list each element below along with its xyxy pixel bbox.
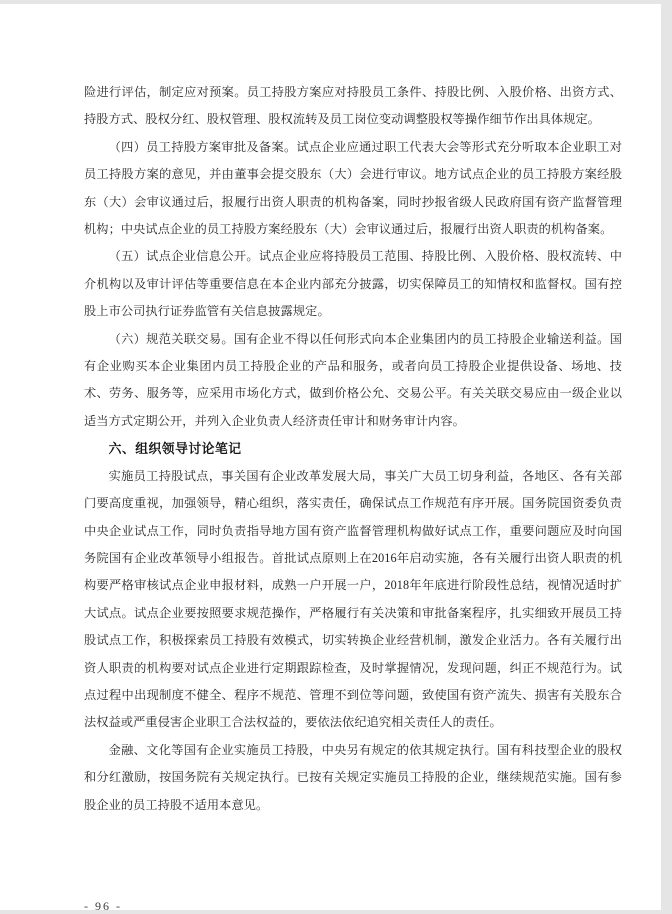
- document-page: [0, 4, 661, 913]
- paragraph-item-6: （六）规范关联交易。国有企业不得以任何形式向本企业集团内的员工持股企业输送利益。国有企业购买本企业集团内员工持股企业的产品和服务，或者向员工持股企业提供设备、场地、技术、劳务、服务等，应采用市场化方式，做到价格公允、交易公平。有关关联交易应由一级企业以适当方式定期公开，并列入企业负责人经济责任审计和财务审计内容。: [84, 331, 622, 428]
- paragraph-implementation: 实施员工持股试点，事关国有企业改革发展大局，事关广大员工切身利益，各地区、各有关部门要高度重视，加强领导，精心组织，落实责任，确保试点工作规范有序开展。国务院国资委负责中央企业试点工作，同时负责指导地方国有资产监督管理机构做好试点工作，重要问题应及时向国务院国有企业改革领导小组报告。首批试点原则上在2016年启动实施，各有关履行出资人职责的机构要严格审核试点企业申报材料，成熟一户开展一户，2018年年底进行阶段性总结，视情况适时扩大试点。试点企业要按照要求规范操作，严格履行有关决策和审批备案程序，扎实细致开展员工持股试点工作，积极探索员工持股有效模式，切实转换企业经营机制，激发企业活力。各有关履行出资人职责的机构要对试点企业进行定期跟踪检查，及时掌握情况，发现问题，纠正不规范行为。试点过程中出现制度不健全、程序不规范、管理不到位等问题，致使国有资产流失、损害有关股东合法权益或严重侵害企业职工合法权益的，要依法依纪追究相关责任人的责任。: [84, 468, 622, 730]
- page-number: - 96 -: [84, 899, 122, 913]
- paragraph-item-4: （四）员工持股方案审批及备案。试点企业应通过职工代表大会等形式充分听取本企业职工对员工持股方案的意见，并由董事会提交股东（大）会进行审议。地方试点企业的员工持股方案经股东（大）会审议通过后，报履行出资人职责的机构备案，同时抄报省级人民政府国有资产监督管理机构；中央试点企业的员工持股方案经股东（大）会审议通过后，报履行出资人职责的机构备案。: [84, 139, 622, 237]
- paragraph-scope: 金融、文化等国有企业实施员工持股，中央另有规定的依其规定执行。国有科技型企业的股权和分红激励，按国务院有关规定执行。已按有关规定实施员工持股的企业，继续规范实施。国有参股企业的员工持股不适用本意见。: [84, 742, 622, 812]
- paragraph-item-5: （五）试点企业信息公开。试点企业应将持股员工范围、持股比例、入股价格、股权流转、中介机构以及审计评估等重要信息在本企业内部充分披露，切实保障员工的知情权和监督权。国有控股上市公司执行证券监管有关信息披露规定。: [84, 249, 622, 319]
- paragraph-continuation: 险进行评估，制定应对预案。员工持股方案应对持股员工条件、持股比例、入股价格、出资方式、持股方式、股权分红、股权管理、股权流转及员工岗位变动调整股权等操作细节作出具体规定。: [84, 85, 622, 127]
- section-heading: 六、组织领导讨论笔记: [108, 441, 242, 457]
- page-body-text: [84, 79, 622, 819]
